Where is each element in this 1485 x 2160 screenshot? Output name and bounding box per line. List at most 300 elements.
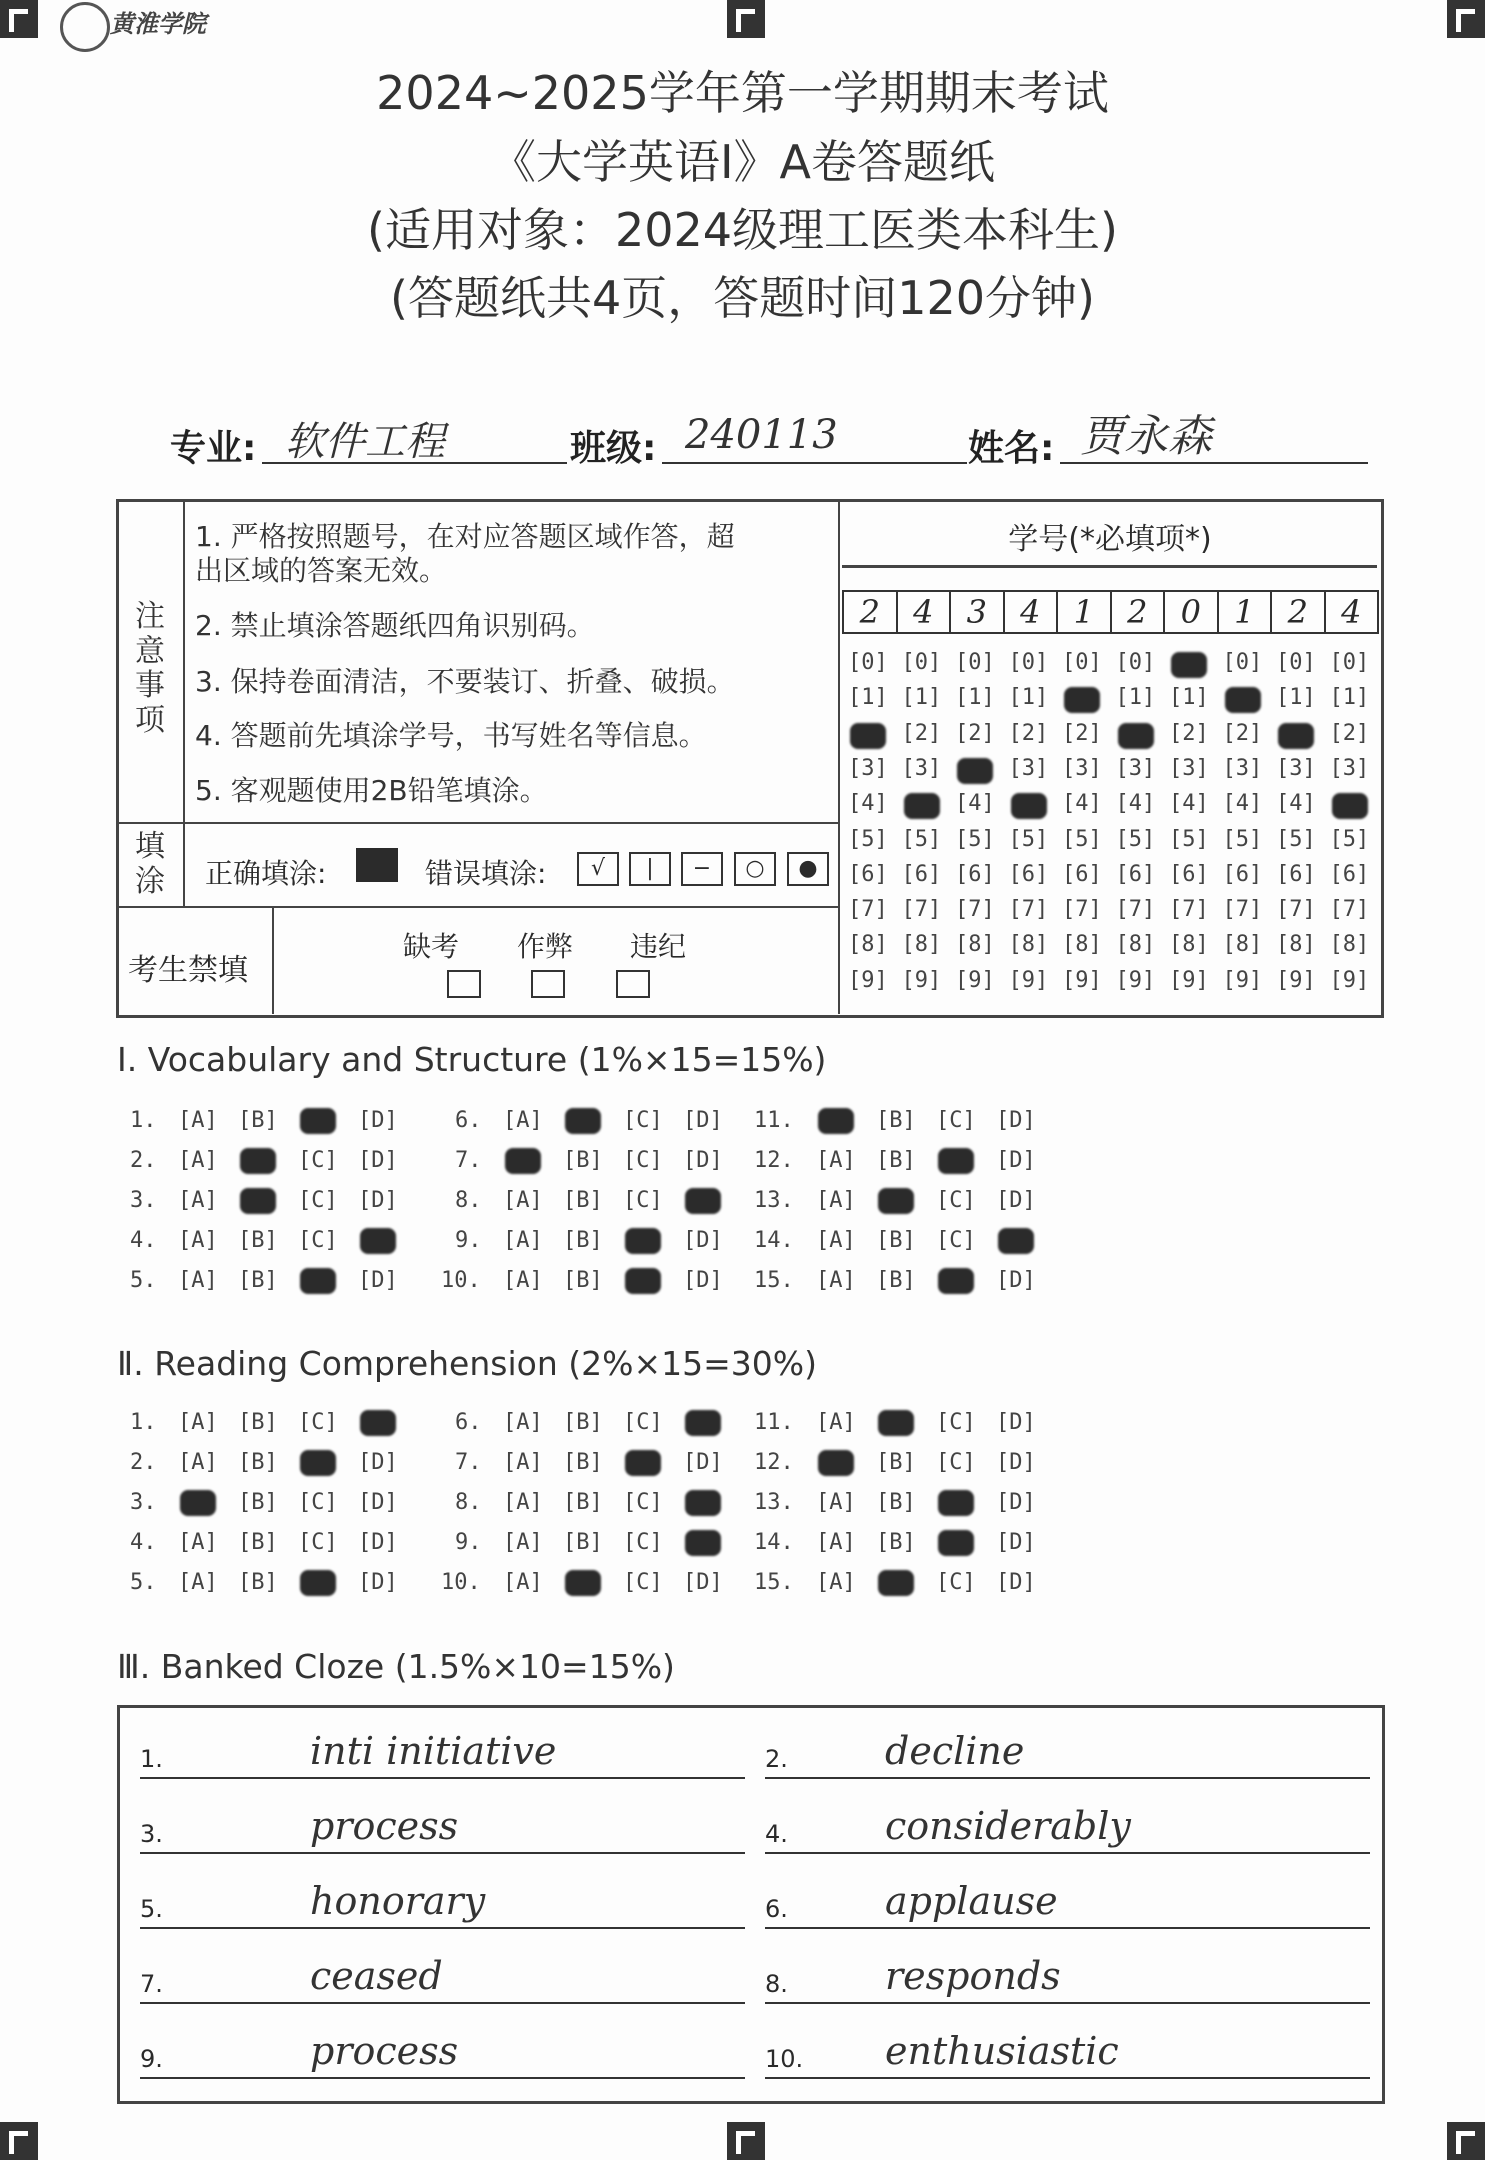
id-bubble[interactable]: [1] [1008, 685, 1049, 711]
id-bubble[interactable]: [2] [1062, 720, 1102, 746]
student-id-digit[interactable]: 1 [1217, 590, 1273, 634]
filled-bubble[interactable] [1118, 723, 1154, 749]
corner-mark-icon [1447, 0, 1485, 38]
id-bubble[interactable]: [6] [848, 861, 888, 887]
corner-mark-icon [0, 0, 38, 38]
id-bubble[interactable]: [0] [1276, 650, 1316, 675]
filled-bubble[interactable] [625, 1228, 661, 1254]
question-number: 8. [455, 1490, 482, 1515]
filled-bubble[interactable] [300, 1268, 336, 1294]
option-bubble[interactable]: [C] [623, 1148, 663, 1173]
filled-bubble[interactable] [300, 1450, 336, 1476]
option-bubble[interactable]: [C] [623, 1410, 663, 1435]
filled-bubble[interactable] [625, 1268, 661, 1294]
id-bubble[interactable]: [5] [1329, 826, 1370, 852]
id-bubble[interactable]: [6] [1062, 861, 1102, 887]
option-bubble[interactable]: [D] [358, 1530, 398, 1555]
id-bubble[interactable]: [2] [1222, 720, 1263, 746]
filled-bubble[interactable] [938, 1530, 974, 1556]
option-bubble[interactable]: [C] [298, 1228, 338, 1253]
paper-title: 《大学英语I》A卷答题纸 [489, 135, 996, 189]
id-bubble[interactable]: [0] [1008, 650, 1049, 675]
cloze-answer-line[interactable] [765, 1777, 1370, 1779]
id-bubble[interactable]: [3] [1062, 755, 1102, 781]
filled-bubble[interactable] [685, 1188, 721, 1214]
filled-bubble[interactable] [878, 1410, 914, 1436]
student-id-digit[interactable]: 0 [1163, 590, 1219, 634]
option-bubble[interactable]: [A] [178, 1228, 218, 1253]
filled-bubble[interactable] [938, 1268, 974, 1294]
id-bubble[interactable]: [8] [1115, 932, 1156, 958]
id-bubble[interactable]: [1] [1276, 685, 1316, 711]
filled-bubble[interactable] [300, 1108, 336, 1134]
filled-bubble[interactable] [300, 1570, 336, 1596]
option-bubble[interactable]: [D] [996, 1108, 1036, 1133]
id-bubble[interactable]: [7] [848, 897, 888, 923]
absent-label: 缺考 [403, 930, 460, 963]
option-bubble[interactable]: [D] [683, 1450, 723, 1475]
option-bubble[interactable]: [B] [238, 1108, 278, 1133]
filled-bubble[interactable] [878, 1188, 914, 1214]
id-bubble[interactable]: [0] [901, 650, 942, 675]
option-bubble[interactable]: [A] [816, 1410, 856, 1435]
option-bubble[interactable]: [A] [816, 1530, 856, 1555]
major-label: 专业: [170, 428, 257, 469]
wrong-fill-label: 错误填涂: [425, 857, 547, 890]
filled-bubble[interactable] [1011, 793, 1047, 819]
cloze-answer: applause [885, 1879, 1058, 1923]
question-number: 1. [130, 1108, 157, 1133]
filled-bubble[interactable] [1278, 723, 1314, 749]
filled-bubble[interactable] [1171, 652, 1207, 678]
filled-bubble[interactable] [360, 1410, 396, 1436]
filled-bubble[interactable] [850, 723, 886, 749]
option-bubble[interactable]: [D] [358, 1268, 398, 1293]
option-bubble[interactable]: [A] [503, 1410, 543, 1435]
id-bubble[interactable]: [8] [848, 932, 888, 958]
id-bubble[interactable]: [0] [1115, 650, 1156, 675]
option-bubble[interactable]: [D] [358, 1450, 398, 1475]
option-bubble[interactable]: [C] [936, 1450, 976, 1475]
id-bubble[interactable]: [7] [1329, 897, 1370, 923]
option-bubble[interactable]: [B] [563, 1450, 603, 1475]
id-bubble[interactable]: [3] [1169, 755, 1209, 781]
filled-bubble[interactable] [938, 1490, 974, 1516]
question-number: 9. [455, 1530, 482, 1555]
divider [183, 500, 185, 907]
filled-bubble[interactable] [240, 1188, 276, 1214]
question-number: 2. [130, 1450, 157, 1475]
option-bubble[interactable]: [C] [936, 1570, 976, 1595]
option-bubble[interactable]: [D] [996, 1188, 1036, 1213]
option-bubble[interactable]: [D] [683, 1268, 723, 1293]
id-bubble[interactable]: [9] [1276, 967, 1316, 993]
id-bubble[interactable]: [1] [1329, 685, 1370, 711]
student-id-digit[interactable]: 2 [842, 590, 898, 634]
id-bubble[interactable]: [5] [848, 826, 888, 852]
id-bubble[interactable]: [7] [1222, 897, 1263, 923]
option-bubble[interactable]: [D] [996, 1570, 1036, 1595]
cloze-answer-line[interactable] [140, 1927, 745, 1929]
id-bubble[interactable]: [0] [1329, 650, 1370, 675]
id-bubble[interactable]: [3] [1222, 755, 1263, 781]
id-bubble[interactable]: [3] [1329, 755, 1370, 781]
student-id-digit[interactable]: 3 [949, 590, 1005, 634]
option-bubble[interactable]: [A] [178, 1410, 218, 1435]
cloze-answer-line[interactable] [765, 2077, 1370, 2079]
option-bubble[interactable]: [B] [563, 1490, 603, 1515]
option-bubble[interactable]: [B] [876, 1268, 916, 1293]
filled-bubble[interactable] [685, 1530, 721, 1556]
id-bubble[interactable]: [5] [901, 826, 942, 852]
id-bubble[interactable]: [8] [1222, 932, 1263, 958]
option-bubble[interactable]: [B] [238, 1450, 278, 1475]
option-bubble[interactable]: [A] [178, 1188, 218, 1213]
id-bubble[interactable]: [1] [848, 685, 888, 711]
option-bubble[interactable]: [B] [563, 1268, 603, 1293]
id-bubble[interactable]: [2] [1329, 720, 1370, 746]
corner-mark-icon [1447, 2122, 1485, 2160]
option-bubble[interactable]: [A] [503, 1108, 543, 1133]
option-bubble[interactable]: [D] [996, 1148, 1036, 1173]
filled-bubble[interactable] [625, 1450, 661, 1476]
id-bubble[interactable]: [9] [1115, 967, 1156, 993]
option-bubble[interactable]: [A] [816, 1490, 856, 1515]
id-bubble[interactable]: [9] [848, 967, 888, 993]
option-bubble[interactable]: [A] [178, 1450, 218, 1475]
id-bubble[interactable]: [6] [901, 861, 942, 887]
option-bubble[interactable]: [B] [563, 1228, 603, 1253]
wrong-fill-circle: ○ [734, 852, 776, 886]
id-bubble[interactable]: [6] [955, 861, 995, 887]
id-bubble[interactable]: [4] [1115, 791, 1156, 817]
option-bubble[interactable]: [A] [178, 1148, 218, 1173]
question-number: 12. [754, 1450, 794, 1475]
class-field[interactable] [662, 462, 967, 464]
question-number: 4. [130, 1530, 157, 1555]
option-bubble[interactable]: [C] [298, 1148, 338, 1173]
option-bubble[interactable]: [D] [683, 1570, 723, 1595]
divider [272, 906, 274, 1014]
corner-mark-icon [727, 0, 765, 38]
option-bubble[interactable]: [A] [816, 1148, 856, 1173]
option-bubble[interactable]: [A] [816, 1188, 856, 1213]
option-bubble[interactable]: [B] [238, 1490, 278, 1515]
question-number: 2. [130, 1148, 157, 1173]
student-id-label: 学号(*必填项*) [1008, 522, 1212, 557]
filled-bubble[interactable] [565, 1108, 601, 1134]
student-id-digit[interactable]: 4 [896, 590, 952, 634]
cloze-number: 2. [765, 1745, 788, 1773]
filled-bubble[interactable] [685, 1490, 721, 1516]
option-bubble[interactable]: [B] [876, 1490, 916, 1515]
question-number: 13. [754, 1188, 794, 1213]
filled-bubble[interactable] [998, 1228, 1034, 1254]
violation-label: 违纪 [630, 930, 687, 963]
option-bubble[interactable]: [D] [996, 1490, 1036, 1515]
option-bubble[interactable]: [D] [996, 1268, 1036, 1293]
filled-bubble[interactable] [505, 1148, 541, 1174]
filled-bubble[interactable] [818, 1450, 854, 1476]
option-bubble[interactable]: [A] [503, 1228, 543, 1253]
id-bubble[interactable]: [7] [1169, 897, 1209, 923]
id-bubble[interactable]: [9] [1222, 967, 1263, 993]
id-bubble[interactable]: [5] [1062, 826, 1102, 852]
id-bubble[interactable]: [7] [1008, 897, 1049, 923]
id-bubble[interactable]: [9] [1169, 967, 1209, 993]
id-bubble[interactable]: [5] [1115, 826, 1156, 852]
id-bubble[interactable]: [8] [1062, 932, 1102, 958]
id-bubble[interactable]: [0] [1062, 650, 1102, 675]
option-bubble[interactable]: [B] [876, 1228, 916, 1253]
id-bubble[interactable]: [9] [1062, 967, 1102, 993]
option-bubble[interactable]: [B] [563, 1410, 603, 1435]
id-bubble[interactable]: [3] [848, 755, 888, 781]
option-bubble[interactable]: [A] [816, 1268, 856, 1293]
id-bubble[interactable]: [6] [1008, 861, 1049, 887]
option-bubble[interactable]: [B] [238, 1570, 278, 1595]
id-bubble[interactable]: [9] [955, 967, 995, 993]
question-number: 6. [455, 1108, 482, 1133]
filled-bubble[interactable] [957, 758, 993, 784]
note-item: 4. 答题前先填涂学号，书写姓名等信息。 [195, 719, 707, 752]
divider [842, 565, 1377, 568]
filled-bubble[interactable] [180, 1490, 216, 1516]
id-bubble[interactable]: [3] [1276, 755, 1316, 781]
id-bubble[interactable]: [5] [955, 826, 995, 852]
filled-bubble[interactable] [904, 793, 940, 819]
option-bubble[interactable]: [B] [876, 1108, 916, 1133]
option-bubble[interactable]: [A] [503, 1188, 543, 1213]
option-bubble[interactable]: [B] [563, 1530, 603, 1555]
id-bubble[interactable]: [1] [955, 685, 995, 711]
id-bubble[interactable]: [3] [1008, 755, 1049, 781]
id-bubble[interactable]: [6] [1222, 861, 1263, 887]
id-bubble[interactable]: [4] [1169, 791, 1209, 817]
option-bubble[interactable]: [A] [503, 1570, 543, 1595]
option-bubble[interactable]: [D] [683, 1108, 723, 1133]
cloze-answer: responds [885, 1954, 1061, 1998]
option-bubble[interactable]: [D] [358, 1148, 398, 1173]
option-bubble[interactable]: [C] [298, 1490, 338, 1515]
corner-mark-icon [727, 2122, 765, 2160]
id-bubble[interactable]: [8] [1008, 932, 1049, 958]
id-bubble[interactable]: [8] [1169, 932, 1209, 958]
option-bubble[interactable]: [D] [358, 1188, 398, 1213]
cloze-answer: considerably [885, 1804, 1131, 1848]
option-bubble[interactable]: [C] [298, 1530, 338, 1555]
id-bubble[interactable]: [0] [955, 650, 995, 675]
option-bubble[interactable]: [D] [358, 1108, 398, 1133]
option-bubble[interactable]: [B] [238, 1228, 278, 1253]
id-bubble[interactable]: [8] [1276, 932, 1316, 958]
id-bubble[interactable]: [2] [901, 720, 942, 746]
filled-bubble[interactable] [818, 1108, 854, 1134]
option-bubble[interactable]: [C] [936, 1228, 976, 1253]
option-bubble[interactable]: [A] [503, 1530, 543, 1555]
option-bubble[interactable]: [A] [178, 1530, 218, 1555]
cloze-number: 5. [140, 1895, 163, 1923]
id-bubble[interactable]: [1] [1115, 685, 1156, 711]
note-item: 1. 严格按照题号，在对应答题区域作答，超 [195, 520, 735, 553]
filled-bubble[interactable] [1225, 687, 1261, 713]
option-bubble[interactable]: [C] [623, 1188, 663, 1213]
major-value: 软件工程 [285, 419, 445, 465]
option-bubble[interactable]: [A] [503, 1268, 543, 1293]
violation-checkbox[interactable] [616, 970, 650, 998]
option-bubble[interactable]: [C] [936, 1410, 976, 1435]
id-bubble[interactable]: [8] [955, 932, 995, 958]
id-bubble[interactable]: [7] [901, 897, 942, 923]
option-bubble[interactable]: [A] [178, 1108, 218, 1133]
option-bubble[interactable]: [A] [178, 1570, 218, 1595]
option-bubble[interactable]: [D] [996, 1450, 1036, 1475]
id-bubble[interactable]: [2] [1169, 720, 1209, 746]
id-bubble[interactable]: [8] [1329, 932, 1370, 958]
option-bubble[interactable]: [D] [683, 1148, 723, 1173]
id-bubble[interactable]: [2] [955, 720, 995, 746]
question-number: 6. [455, 1410, 482, 1435]
option-bubble[interactable]: [D] [358, 1570, 398, 1595]
student-id-digit[interactable]: 2 [1270, 590, 1326, 634]
id-bubble[interactable]: [3] [1115, 755, 1156, 781]
student-id-digit[interactable]: 4 [1003, 590, 1059, 634]
question-number: 5. [130, 1268, 157, 1293]
question-number: 11. [754, 1108, 794, 1133]
note-item: 出区域的答案无效。 [195, 554, 448, 587]
option-bubble[interactable]: [C] [298, 1410, 338, 1435]
option-bubble[interactable]: [C] [936, 1188, 976, 1213]
absent-checkbox[interactable] [447, 970, 481, 998]
cloze-answer-line[interactable] [765, 1852, 1370, 1854]
option-bubble[interactable]: [B] [563, 1148, 603, 1173]
divider [117, 822, 839, 824]
note-item: 2. 禁止填涂答题纸四角识别码。 [195, 609, 595, 642]
id-bubble[interactable]: [9] [1329, 967, 1370, 993]
student-id-digit[interactable]: 4 [1324, 590, 1380, 634]
id-bubble[interactable]: [4] [955, 791, 995, 817]
id-bubble[interactable]: [5] [1222, 826, 1263, 852]
university-logo-icon [60, 2, 110, 52]
filled-bubble[interactable] [240, 1148, 276, 1174]
exam-title: 2024~2025学年第一学期期末考试 [376, 66, 1109, 120]
option-bubble[interactable]: [D] [996, 1530, 1036, 1555]
cloze-answer-line[interactable] [765, 2002, 1370, 2004]
id-bubble[interactable]: [4] [848, 791, 888, 817]
student-id-digit[interactable]: 1 [1056, 590, 1112, 634]
option-bubble[interactable]: [A] [503, 1490, 543, 1515]
id-bubble[interactable]: [5] [1169, 826, 1209, 852]
filled-bubble[interactable] [938, 1148, 974, 1174]
cloze-answer-line[interactable] [140, 1777, 745, 1779]
id-bubble[interactable]: [7] [1115, 897, 1156, 923]
correct-fill-label: 正确填涂: [205, 857, 327, 890]
cloze-answer-line[interactable] [765, 1927, 1370, 1929]
option-bubble[interactable]: [C] [623, 1530, 663, 1555]
id-bubble[interactable]: [5] [1276, 826, 1316, 852]
id-bubble[interactable]: [3] [901, 755, 942, 781]
id-bubble[interactable]: [7] [955, 897, 995, 923]
filled-bubble[interactable] [685, 1410, 721, 1436]
id-bubble[interactable]: [6] [1329, 861, 1370, 887]
cloze-answer-line[interactable] [140, 2002, 745, 2004]
id-bubble[interactable]: [1] [901, 685, 942, 711]
name-value: 贾永森 [1080, 411, 1212, 462]
id-bubble[interactable]: [4] [1222, 791, 1263, 817]
option-bubble[interactable]: [B] [876, 1450, 916, 1475]
id-bubble[interactable]: [5] [1008, 826, 1049, 852]
filled-bubble[interactable] [1332, 793, 1368, 819]
option-bubble[interactable]: [A] [816, 1228, 856, 1253]
question-number: 10. [441, 1268, 481, 1293]
id-bubble[interactable]: [6] [1169, 861, 1209, 887]
id-bubble[interactable]: [4] [1062, 791, 1102, 817]
option-bubble[interactable]: [B] [563, 1188, 603, 1213]
id-bubble[interactable]: [8] [901, 932, 942, 958]
question-number: 15. [754, 1570, 794, 1595]
cloze-number: 10. [765, 2045, 804, 2073]
id-bubble[interactable]: [9] [1008, 967, 1049, 993]
option-bubble[interactable]: [D] [683, 1228, 723, 1253]
filled-bubble[interactable] [878, 1570, 914, 1596]
question-number: 5. [130, 1570, 157, 1595]
option-bubble[interactable]: [B] [876, 1148, 916, 1173]
option-bubble[interactable]: [C] [623, 1108, 663, 1133]
option-bubble[interactable]: [B] [876, 1530, 916, 1555]
id-bubble[interactable]: [4] [1276, 791, 1316, 817]
option-bubble[interactable]: [C] [623, 1570, 663, 1595]
id-bubble[interactable]: [0] [848, 650, 888, 675]
question-number: 7. [455, 1148, 482, 1173]
option-bubble[interactable]: [C] [298, 1188, 338, 1213]
filled-bubble[interactable] [360, 1228, 396, 1254]
filled-bubble[interactable] [1064, 687, 1100, 713]
id-bubble[interactable]: [6] [1276, 861, 1316, 887]
option-bubble[interactable]: [B] [238, 1268, 278, 1293]
cheating-label: 作弊 [517, 930, 574, 963]
student-id-digit[interactable]: 2 [1110, 590, 1166, 634]
option-bubble[interactable]: [A] [503, 1450, 543, 1475]
id-bubble[interactable]: [7] [1276, 897, 1316, 923]
option-bubble[interactable]: [A] [816, 1570, 856, 1595]
cloze-answer: enthusiastic [885, 2029, 1119, 2073]
option-bubble[interactable]: [B] [238, 1410, 278, 1435]
section3-title: Ⅲ. Banked Cloze (1.5%×10=15%) [117, 1647, 675, 1686]
filled-bubble[interactable] [565, 1570, 601, 1596]
option-bubble[interactable]: [C] [623, 1490, 663, 1515]
cloze-answer-line[interactable] [140, 1852, 745, 1854]
note-item: 3. 保持卷面清洁，不要装订、折叠、破损。 [195, 665, 735, 698]
paper-info: (答题纸共4页，答题时间120分钟) [390, 271, 1095, 325]
option-bubble[interactable]: [C] [936, 1108, 976, 1133]
option-bubble[interactable]: [A] [178, 1268, 218, 1293]
cloze-answer-line[interactable] [140, 2077, 745, 2079]
option-bubble[interactable]: [D] [996, 1410, 1036, 1435]
id-bubble[interactable]: [6] [1115, 861, 1156, 887]
id-bubble[interactable]: [0] [1222, 650, 1263, 675]
cheating-checkbox[interactable] [531, 970, 565, 998]
option-bubble[interactable]: [D] [358, 1490, 398, 1515]
question-number: 11. [754, 1410, 794, 1435]
cloze-number: 3. [140, 1820, 163, 1848]
id-bubble[interactable]: [2] [1008, 720, 1049, 746]
cloze-number: 4. [765, 1820, 788, 1848]
option-bubble[interactable]: [B] [238, 1530, 278, 1555]
id-bubble[interactable]: [9] [901, 967, 942, 993]
id-bubble[interactable]: [1] [1169, 685, 1209, 711]
cloze-answer: ceased [310, 1954, 443, 1998]
id-bubble[interactable]: [7] [1062, 897, 1102, 923]
